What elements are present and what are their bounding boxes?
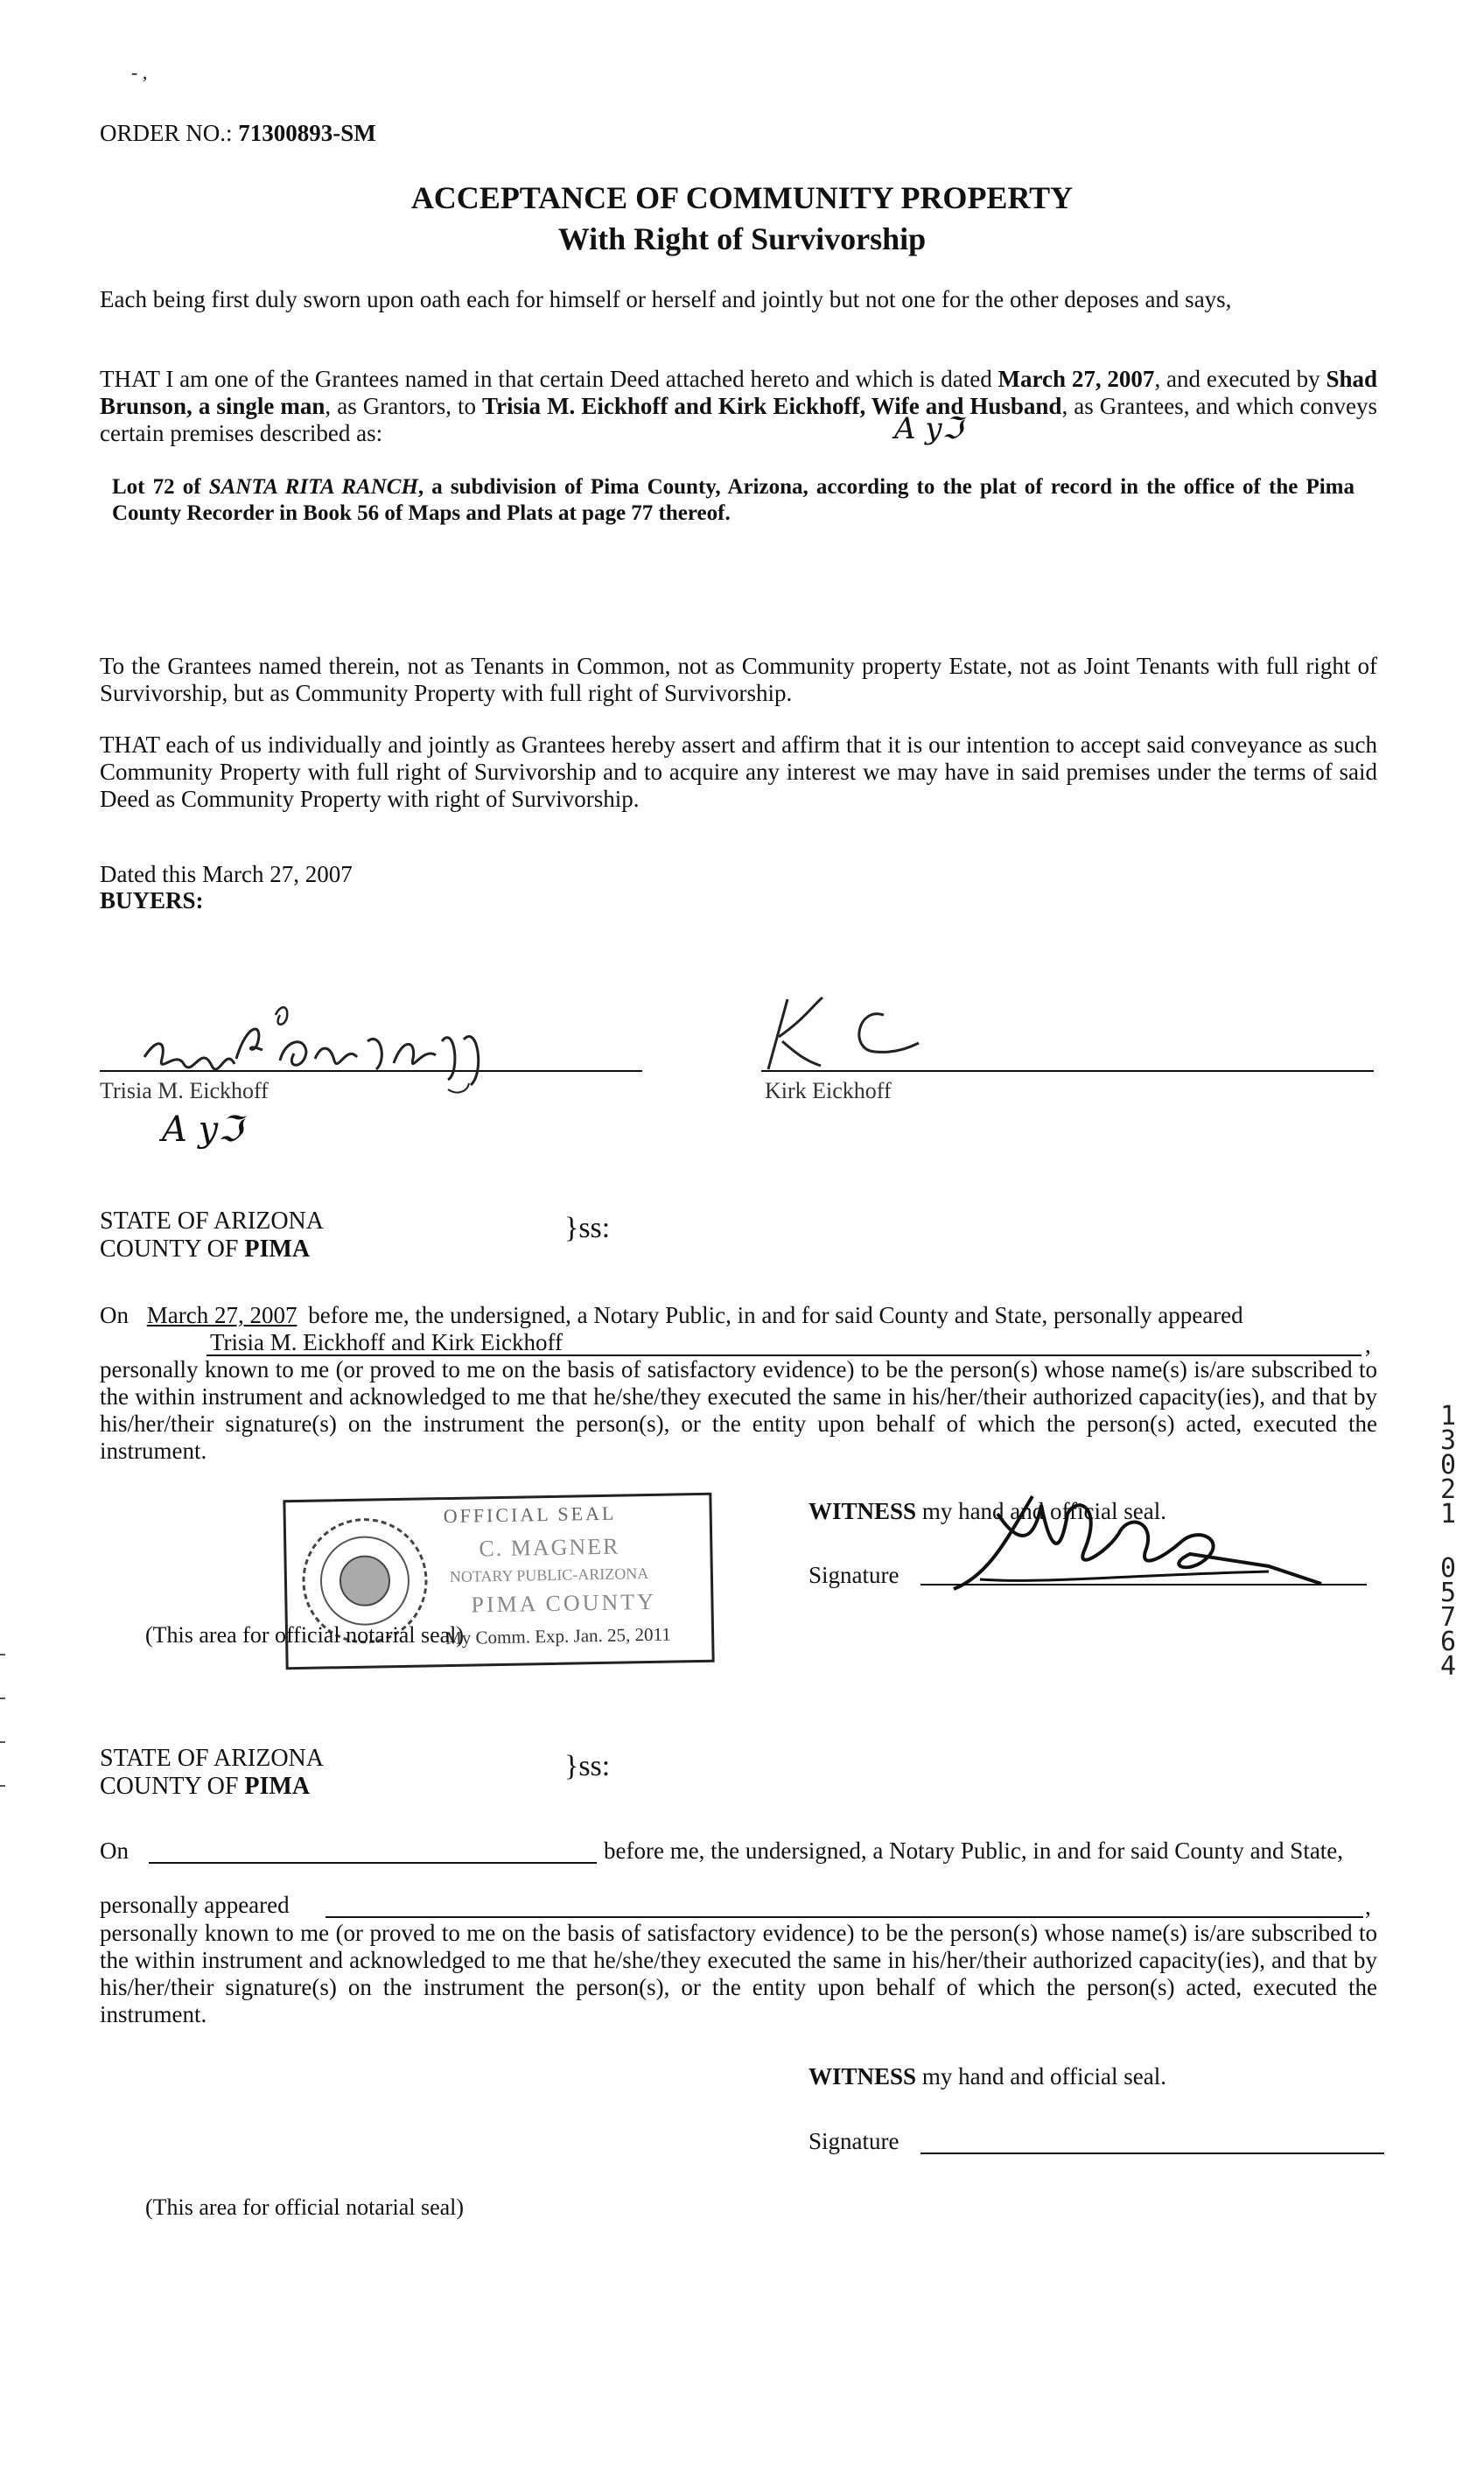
buyer2-name: Kirk Eickhoff (765, 1078, 892, 1103)
notary2-seal-area: (This area for official notarial seal) (145, 2194, 465, 2220)
notary2-witness: WITNESS my hand and official seal. (808, 2063, 1166, 2090)
notary2-ss: }ss: (564, 1750, 611, 1782)
notary1-signature-label: Signature (808, 1562, 900, 1588)
seal-line3: NOTARY PUBLIC-ARIZONA (449, 1564, 649, 1586)
notary2-state: STATE OF ARIZONA (100, 1745, 324, 1772)
notary2-county: COUNTY OF PIMA (100, 1773, 311, 1800)
notary1-state: STATE OF ARIZONA (100, 1208, 324, 1235)
recording-number: 1 3 0 2 1 0 5 7 6 4 (1439, 1401, 1457, 1682)
notary2-date-line (149, 1862, 597, 1864)
legal-description: Lot 72 of SANTA RITA RANCH, a subdivision of Pima County, Arizona, according to the plat of record in the office of the Pima County Recorder in Book 56 of Maps and Plats at page 77 thereof. (112, 475, 1354, 525)
notary1-signature (901, 1488, 1356, 1601)
scan-marks: - , (131, 61, 148, 83)
notary2-appeared-line (326, 1916, 1363, 1918)
seal-line5: My Comm. Exp. Jan. 25, 2011 (444, 1623, 671, 1649)
notary2-signature-label: Signature (808, 2128, 900, 2154)
buyer2-signature (752, 989, 980, 1076)
order-value: 71300893-SM (238, 120, 376, 146)
notary1-appeared: Trisia M. Eickhoff and Kirk Eickhoff (210, 1329, 563, 1355)
notary2-appeared-label: personally appeared (100, 1892, 290, 1918)
grantees: Trisia M. Eickhoff and Kirk Eickhoff, Wife and Husband (482, 393, 1062, 419)
order-label: ORDER NO.: (100, 120, 233, 146)
order-number (100, 120, 376, 147)
paragraph-oath: Each being first duly sworn upon oath each for himself or herself and jointly but not one for the other deposes and says, (100, 286, 1232, 312)
notary1-county: COUNTY OF PIMA (100, 1236, 311, 1263)
scan-mark (0, 1654, 5, 1656)
notary1-seal-area: (This area for official notarial seal) (145, 1622, 465, 1648)
paragraph-grantees: To the Grantees named therein, not as Tenants in Common, not as Community property Estate, not as Joint Tenants with full right of Survivorship, but as Community Property with full right of Survivorship. (100, 653, 1377, 706)
notary2-body: personally known to me (or proved to me on the basis of satisfactory evidence) to be the person(s) whose name(s) is/are subscribed to the within instrument and acknowledged to me that he/she/they executed the same in his/her/their authorized capacity(ies), and that by his/her/their signature(s) on the instrument the person(s), or the entity upon behalf of which the person(s) acted, executed the instrument. (100, 1920, 1377, 2027)
buyer1-name: Trisia M. Eickhoff (100, 1078, 269, 1103)
notary1-ss: }ss: (564, 1212, 611, 1244)
paragraph-intention: THAT each of us individually and jointly as Grantees hereby assert and affirm that it is our intention to accept said conveyance as such Community Property with full right of Survivorship and to acquire any interest we may have in said premises under the terms of said Deed as Community Property with right of Survivorship. (100, 732, 1377, 812)
notary1-body: personally known to me (or proved to me on the basis of satisfactory evidence) to be the person(s) whose name(s) is/are subscribed to the within instrument and acknowledged to me that he/she/they executed the same in his/her/their authorized capacity(ies), and that by his/her/their signature(s) on the instrument the person(s), or the entity upon behalf of which the person(s) acted, executed the instrument. (100, 1356, 1377, 1464)
scan-mark (0, 1785, 5, 1787)
seal-line2: C. MAGNER (479, 1533, 620, 1562)
seal-line1: OFFICIAL SEAL (443, 1502, 617, 1528)
notary2-on-label: On (100, 1838, 129, 1864)
comma: , (1365, 1332, 1371, 1358)
document-title: ACCEPTANCE OF COMMUNITY PROPERTY (410, 180, 1074, 215)
document-subtitle: With Right of Survivorship (557, 221, 927, 256)
subdivision-name: SANTA RITA RANCH (208, 475, 418, 499)
buyer1-initials: A 𝑦ℑ (162, 1110, 243, 1150)
paragraph-deed: THAT I am one of the Grantees named in that certain Deed attached hereto and which is dated March 27, 2007, and executed by Shad Brunson, a single man, as Grantors, to Trisia M. Eickhoff and Kirk Eickhoff, Wife and Husband, as Grantees, and which conveys certain premises described as: (100, 366, 1377, 446)
handwritten-initials: A 𝑦ℑ (894, 411, 963, 446)
comma: , (1365, 1894, 1371, 1920)
dated-value: March 27, 2007 (201, 861, 353, 887)
notary2-before: before me, the undersigned, a Notary Public, in and for said County and State, (604, 1838, 1344, 1864)
deed-date: March 27, 2007 (998, 366, 1155, 392)
scan-mark (0, 1698, 5, 1699)
notary1-witness: WITNESS my hand and official seal. (808, 1498, 1166, 1524)
notary1-on-line: On March 27, 2007 before me, the undersigned, a Notary Public, in and for said County and State, personally appeared (100, 1302, 1243, 1328)
notary2-signature-line (920, 2152, 1384, 2154)
buyers-label: BUYERS: (100, 887, 204, 914)
grantor: Shad Brunson, a single man (100, 366, 1377, 419)
dated-line: Dated this March 27, 2007 (100, 861, 353, 887)
notary1-date: March 27, 2007 (146, 1302, 298, 1328)
seal-line4: PIMA COUNTY (471, 1588, 657, 1618)
scan-mark (0, 1741, 5, 1743)
